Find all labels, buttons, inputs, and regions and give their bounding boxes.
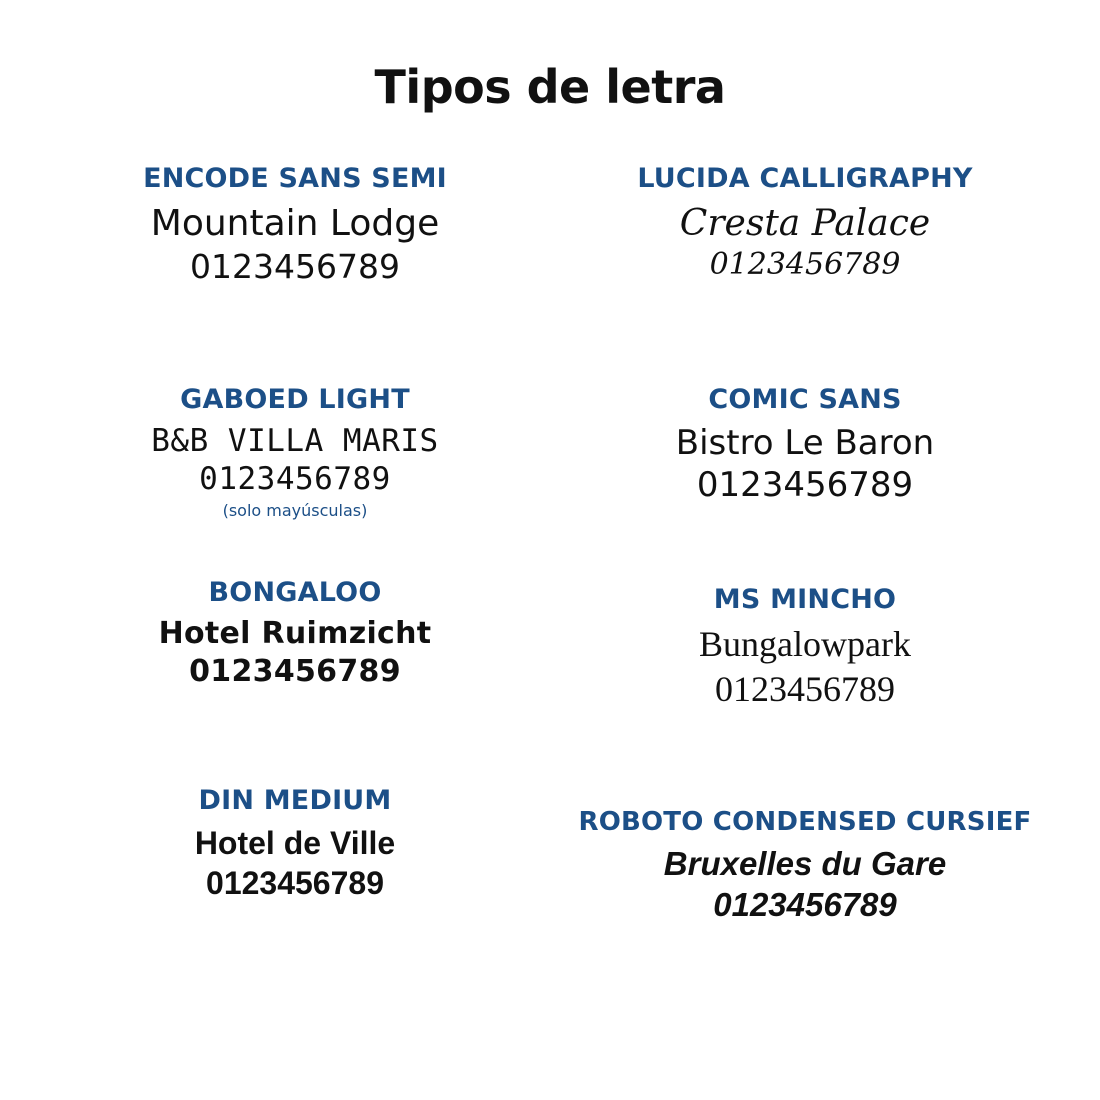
font-sample-text: Bungalowpark xyxy=(699,623,911,664)
font-name: ROBOTO CONDENSED CURSIEF xyxy=(578,806,1032,837)
font-name: MS MINCHO xyxy=(713,583,897,615)
font-sample-text: B&B VILLA MARIS xyxy=(151,422,439,459)
font-sample-text: Hotel Ruimzicht xyxy=(158,615,432,651)
font-sample-digits: 0123456789 xyxy=(713,886,897,924)
specimen-column-left xyxy=(40,162,550,960)
specimen-encode-sans-semi xyxy=(40,162,550,287)
font-sample-text: Cresta Palace xyxy=(679,202,931,244)
specimen-grid xyxy=(0,162,1100,960)
specimen-lucida-calligraphy xyxy=(550,162,1060,283)
specimen-din-medium xyxy=(40,784,550,903)
font-name: GABOED LIGHT xyxy=(180,383,410,415)
font-name: COMIC SANS xyxy=(708,384,902,416)
font-name: ENCODE SANS SEMI xyxy=(143,163,447,194)
font-sample-digits: 0123456789 xyxy=(206,864,384,901)
specimen-bongaloo xyxy=(40,576,550,690)
specimen-comic-sans xyxy=(550,383,1060,507)
specimen-ms-mincho xyxy=(550,583,1060,712)
font-sample-text: Mountain Lodge xyxy=(150,202,440,244)
font-sample-digits: 0123456789 xyxy=(189,653,401,689)
font-name: DIN MEDIUM xyxy=(198,785,392,817)
page-title: Tipos de letra xyxy=(374,60,726,114)
font-sample-text: Hotel de Ville xyxy=(194,824,396,861)
font-sample-digits: 0123456789 xyxy=(199,461,391,498)
specimen-roboto-condensed-cursief xyxy=(550,806,1060,926)
font-name: LUCIDA CALLIGRAPHY xyxy=(637,163,973,194)
font-name: BONGALOO xyxy=(208,577,382,609)
font-sample-digits: 0123456789 xyxy=(715,668,895,709)
specimen-gaboed-light xyxy=(40,383,550,520)
font-sample-text: Bistro Le Baron xyxy=(675,422,935,463)
font-sample-digits: 0123456789 xyxy=(190,246,400,286)
font-sample-digits: 0123456789 xyxy=(696,465,914,506)
font-sample-digits: 0123456789 xyxy=(709,246,901,282)
font-note: (solo mayúsculas) xyxy=(222,501,368,521)
font-sample-text: Bruxelles du Gare xyxy=(663,845,947,883)
specimen-column-right xyxy=(550,162,1060,960)
